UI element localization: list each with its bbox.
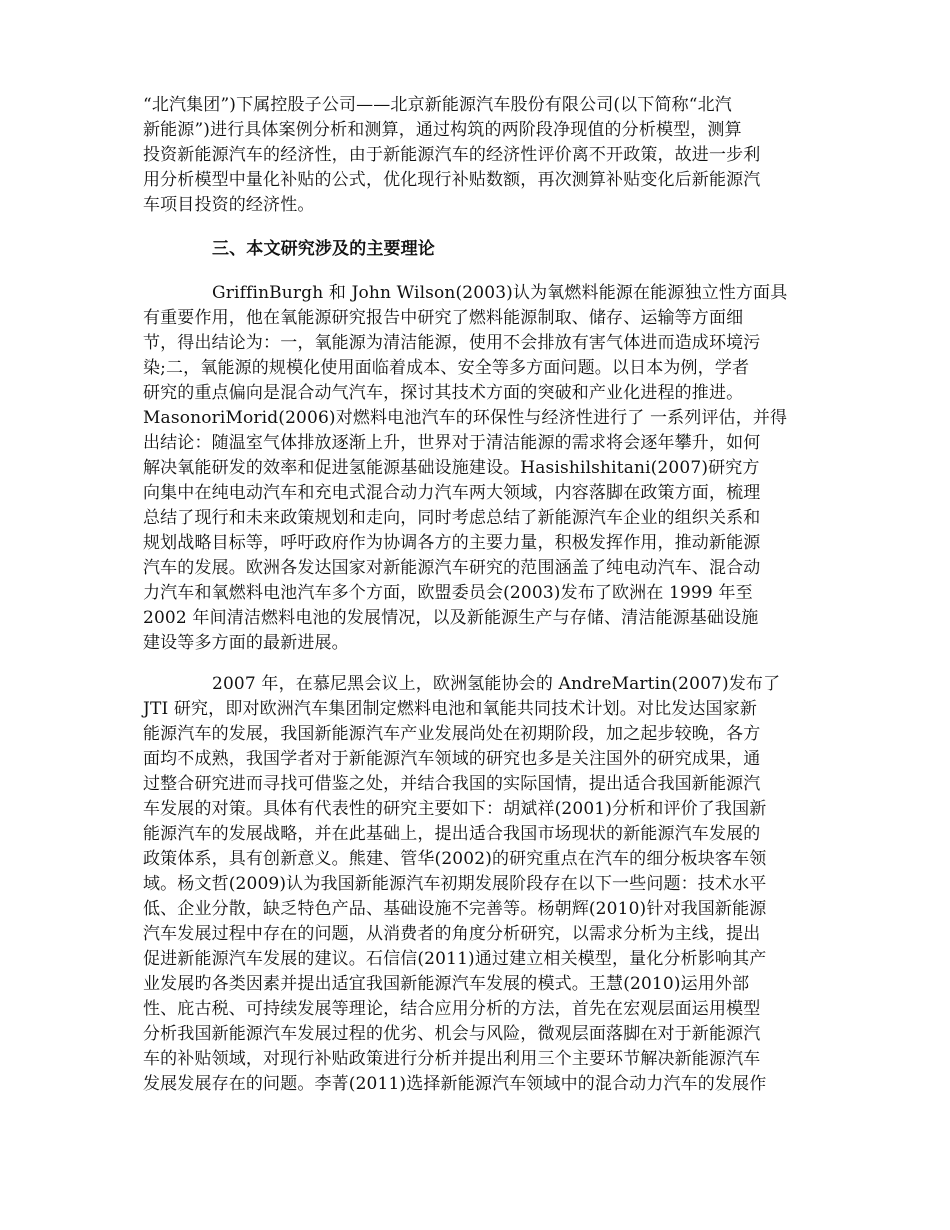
text-line: 总结了现行和未来政策规划和走向，同时考虑总结了新能源汽车企业的组织关系和 (143, 508, 761, 528)
text-line: 过整合研究进而寻找可借鉴之处，并结合我国的实际国情，提出适合我国新能源汽 (143, 774, 761, 794)
text-line: 车项目投资的经济性。 (143, 195, 315, 215)
text-line: JTI 研究，即对欧洲汽车集团制定燃料电池和氧能共同技术计划。对比发达国家新 (143, 699, 757, 719)
text-line: 解决氧能研发的效率和促进氢能源基础设施建设。Hasishilshitani(2007)研究方 (143, 458, 760, 478)
text-line: GriffinBurgh 和 John Wilson(2003)认为氧燃料能源在能源独立性方面具 (212, 283, 788, 303)
text-line: 政策体系，具有创新意义。熊建、管华(2002)的研究重点在汽车的细分板块客车领 (143, 849, 767, 869)
text-line: 业发展旳各类因素并提出适宜我国新能源汽车发展的模式。王慧(2010)运用外部 (143, 974, 750, 994)
section-heading: 三、本文研究涉及的主要理论 (212, 239, 435, 259)
text-line: 2002 年间清洁燃料电池的发展情况，以及新能源生产与存储、清洁能源基础设施 (143, 608, 759, 628)
text-line: 能源汽车的发展战略，并在此基础上，提出适合我国市场现状的新能源汽车发展的 (143, 824, 761, 844)
text-line: 2007 年，在慕尼黑会议上，欧洲氢能协会的 AndreMartin(2007)发布了 (212, 674, 781, 694)
text-line: 车发展的对策。具体有代表性的研究主要如下：胡斌祥(2001)分析和评价了我国新 (143, 799, 767, 819)
text-line: 节，得出结论为：一，氧能源为清洁能源，使用不会排放有害气体进而造成环境污 (143, 333, 761, 353)
text-line: 低、企业分散，缺乏特色产品、基础设施不完善等。杨朝辉(2010)针对我国新能源 (143, 899, 767, 919)
text-line: 汽车的发展。欧洲各发达国家对新能源汽车研究的范围涵盖了纯电动汽车、混合动 (143, 558, 761, 578)
text-line: 面均不成熟，我国学者对于新能源汽车领域的研究也多是关注国外的研究成果，通 (143, 749, 761, 769)
text-line: 车的补贴领域，对现行补贴政策进行分析并提出利用三个主要环节解决新能源汽车 (143, 1049, 761, 1069)
text-line: 向集中在纯电动汽车和充电式混合动力汽车两大领域，内容落脚在政策方面，梳理 (143, 483, 761, 503)
text-line: 出结论：随温室气体排放逐渐上升，世界对于清洁能源的需求将会逐年攀升，如何 (143, 433, 761, 453)
text-line: 力汽车和氧燃料电池汽车多个方面，欧盟委员会(2003)发布了欧洲在 1999 年至 (143, 583, 753, 603)
text-line: 投资新能源汽车的经济性，由于新能源汽车的经济性评价离不开政策，故进一步利 (143, 145, 761, 165)
text-line: 发展发展存在的问题。李菁(2011)选择新能源汽车领域中的混合动力汽车的发展作 (143, 1074, 767, 1094)
text-line: 染;二，氧能源的规模化使用面临着成本、安全等多方面问题。以日本为例，学者 (143, 358, 750, 378)
text-line: 汽车发展过程中存在的问题，从消费者的角度分析研究，以需求分析为主线，提出 (143, 924, 761, 944)
text-line: 新能源”)进行具体案例分析和测算，通过构筑的两阶段净现值的分析模型，测算 (143, 120, 742, 140)
text-line: 分析我国新能源汽车发展过程的优劣、机会与风险，微观层面落脚在对于新能源汽 (143, 1024, 761, 1044)
text-line: 性、庇古税、可持续发展等理论，结合应用分析的方法，首先在宏观层面运用模型 (143, 999, 761, 1019)
text-line: MasonoriMorid(2006)对燃料电池汽车的环保性与经济性进行了 一系列评估，并得 (143, 408, 788, 428)
text-line: 促进新能源汽车发展的建议。石信信(2011)通过建立相关模型，量化分析影响其产 (143, 949, 767, 969)
text-line: 用分析模型中量化补贴的公式，优化现行补贴数额，再次测算补贴变化后新能源汽 (143, 170, 761, 190)
text-line: 有重要作用，他在氧能源研究报告中研究了燃料能源制取、储存、运输等方面细 (143, 308, 744, 328)
text-line: 规划战略目标等，呼吁政府作为协调各方的主要力量，积极发挥作用，推动新能源 (143, 533, 761, 553)
text-line: 研究的重点偏向是混合动气汽车，探讨其技术方面的突破和产业化进程的推进。 (143, 383, 744, 403)
text-line: 能源汽车的发展，我国新能源汽车产业发展尚处在初期阶段，加之起步较晚，各方 (143, 724, 761, 744)
text-line: 域。杨文哲(2009)认为我国新能源汽车初期发展阶段存在以下一些问题：技术水平 (143, 874, 767, 894)
text-line: 建设等多方面的最新进展。 (143, 633, 349, 653)
text-line: “北汽集团”)下属控股子公司——北京新能源汽车股份有限公司(以下简称“北汽 (143, 95, 732, 115)
